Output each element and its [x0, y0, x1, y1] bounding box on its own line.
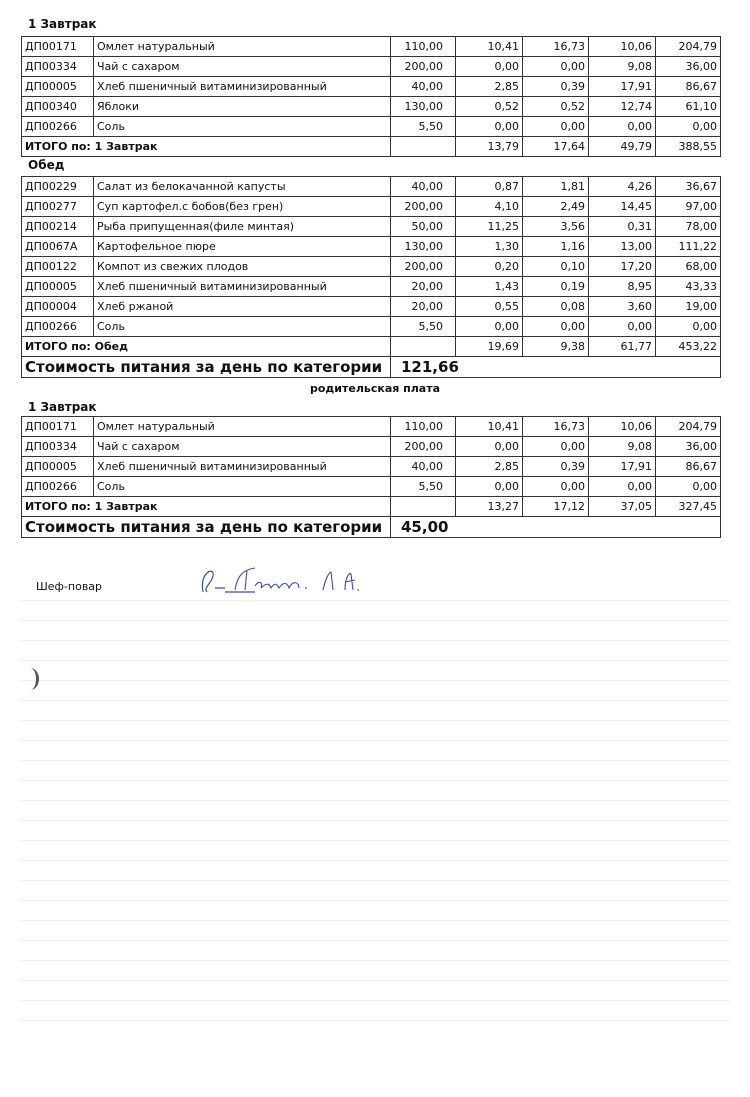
cell-fat: 0,00 — [523, 477, 589, 497]
cell-weight: 20,00 — [391, 277, 456, 297]
cell-protein: 10,41 — [456, 37, 523, 57]
cell-protein: 1,30 — [456, 237, 523, 257]
cell-code: ДП0067А — [22, 237, 94, 257]
cell-protein: 1,43 — [456, 277, 523, 297]
category-label: родительская плата — [309, 382, 441, 395]
cell-dish-name: Рыба припущенная(филе минтая) — [94, 217, 391, 237]
cell-weight: 200,00 — [391, 197, 456, 217]
cell-energy: 0,00 — [656, 317, 721, 337]
cell-dish-name: Салат из белокачанной капусты — [94, 177, 391, 197]
cell-code: ДП00171 — [22, 417, 94, 437]
cell-protein: 0,00 — [456, 317, 523, 337]
cell-energy: 19,00 — [656, 297, 721, 317]
cell-code: ДП00340 — [22, 97, 94, 117]
cell-carbs: 10,06 — [589, 37, 656, 57]
total-label: ИТОГО по: 1 Завтрак — [22, 497, 391, 517]
cell-energy: 111,22 — [656, 237, 721, 257]
cell-protein: 4,10 — [456, 197, 523, 217]
cell-carbs: 10,06 — [589, 417, 656, 437]
cell-fat: 3,56 — [523, 217, 589, 237]
table-row — [22, 77, 721, 97]
cell-protein: 0,00 — [456, 437, 523, 457]
total-value: 61,77 — [589, 337, 656, 357]
total-label: ИТОГО по: 1 Завтрак — [22, 137, 391, 157]
total-value: 17,12 — [523, 497, 589, 517]
cell-dish-name: Картофельное пюре — [94, 237, 391, 257]
cell-weight: 5,50 — [391, 317, 456, 337]
cell-protein: 0,00 — [456, 117, 523, 137]
table-row — [22, 477, 721, 497]
table-row — [22, 457, 721, 477]
cell-energy: 78,00 — [656, 217, 721, 237]
cell-protein: 0,87 — [456, 177, 523, 197]
cell-fat: 0,39 — [523, 457, 589, 477]
total-value: 19,69 — [456, 337, 523, 357]
cell-protein: 0,55 — [456, 297, 523, 317]
cell-empty — [391, 137, 456, 157]
total-row — [22, 497, 721, 517]
cell-energy: 97,00 — [656, 197, 721, 217]
punch-hole-mark — [22, 668, 39, 690]
section-title-lunch: Обед — [28, 158, 65, 172]
cell-fat: 0,39 — [523, 77, 589, 97]
total-value: 13,27 — [456, 497, 523, 517]
cell-weight: 40,00 — [391, 177, 456, 197]
cell-dish-name: Хлеб ржаной — [94, 297, 391, 317]
total-value: 49,79 — [589, 137, 656, 157]
table-row — [22, 97, 721, 117]
cell-empty — [391, 497, 456, 517]
cell-fat: 2,49 — [523, 197, 589, 217]
total-value: 9,38 — [523, 337, 589, 357]
table-row — [22, 437, 721, 457]
total-label: ИТОГО по: Обед — [22, 337, 391, 357]
cell-energy: 204,79 — [656, 417, 721, 437]
cell-energy: 204,79 — [656, 37, 721, 57]
cell-carbs: 8,95 — [589, 277, 656, 297]
cell-weight: 130,00 — [391, 237, 456, 257]
cell-weight: 200,00 — [391, 257, 456, 277]
cell-code: ДП00266 — [22, 477, 94, 497]
cell-code: ДП00277 — [22, 197, 94, 217]
cell-carbs: 17,20 — [589, 257, 656, 277]
cell-code: ДП00214 — [22, 217, 94, 237]
cost-row — [22, 517, 721, 538]
signature — [195, 562, 375, 602]
total-value: 17,64 — [523, 137, 589, 157]
cell-code: ДП00005 — [22, 277, 94, 297]
cell-empty — [391, 337, 456, 357]
cell-code: ДП00005 — [22, 457, 94, 477]
total-row — [22, 137, 721, 157]
total-value: 453,22 — [656, 337, 721, 357]
section-title-paid-breakfast: 1 Завтрак — [28, 400, 97, 414]
cell-weight: 40,00 — [391, 77, 456, 97]
cell-code: ДП00266 — [22, 317, 94, 337]
cell-carbs: 9,08 — [589, 57, 656, 77]
cell-carbs: 0,31 — [589, 217, 656, 237]
table-row — [22, 257, 721, 277]
cell-fat: 0,00 — [523, 117, 589, 137]
cell-dish-name: Хлеб пшеничный витаминизированный — [94, 77, 391, 97]
cost-value: 121,66 — [391, 357, 721, 378]
table-row — [22, 197, 721, 217]
breakfast-table — [21, 36, 721, 157]
cell-energy: 86,67 — [656, 457, 721, 477]
table-row — [22, 117, 721, 137]
table-row — [22, 297, 721, 317]
cell-carbs: 13,00 — [589, 237, 656, 257]
table-row — [22, 277, 721, 297]
cell-energy: 36,00 — [656, 437, 721, 457]
cell-protein: 11,25 — [456, 217, 523, 237]
cell-fat: 0,00 — [523, 437, 589, 457]
cell-dish-name: Суп картофел.с бобов(без грен) — [94, 197, 391, 217]
cell-dish-name: Соль — [94, 117, 391, 137]
cell-code: ДП00005 — [22, 77, 94, 97]
cell-fat: 0,08 — [523, 297, 589, 317]
cell-carbs: 17,91 — [589, 457, 656, 477]
cell-fat: 0,19 — [523, 277, 589, 297]
cell-weight: 5,50 — [391, 117, 456, 137]
table-row — [22, 37, 721, 57]
cell-protein: 0,20 — [456, 257, 523, 277]
cell-dish-name: Омлет натуральный — [94, 37, 391, 57]
cell-weight: 50,00 — [391, 217, 456, 237]
cell-protein: 10,41 — [456, 417, 523, 437]
cell-dish-name: Чай с сахаром — [94, 57, 391, 77]
total-value: 13,79 — [456, 137, 523, 157]
cell-code: ДП00171 — [22, 37, 94, 57]
cost-label: Стоимость питания за день по категории — [22, 517, 391, 538]
cell-fat: 0,00 — [523, 57, 589, 77]
cell-carbs: 17,91 — [589, 77, 656, 97]
cell-fat: 1,81 — [523, 177, 589, 197]
cell-fat: 0,00 — [523, 317, 589, 337]
cell-carbs: 14,45 — [589, 197, 656, 217]
total-value: 37,05 — [589, 497, 656, 517]
cell-code: ДП00334 — [22, 57, 94, 77]
cell-weight: 200,00 — [391, 57, 456, 77]
cell-protein: 2,85 — [456, 457, 523, 477]
cell-protein: 0,00 — [456, 477, 523, 497]
cell-code: ДП00122 — [22, 257, 94, 277]
chef-label: Шеф-повар — [36, 580, 103, 593]
cell-weight: 20,00 — [391, 297, 456, 317]
cost-row — [22, 357, 721, 378]
cell-energy: 43,33 — [656, 277, 721, 297]
table-row — [22, 217, 721, 237]
cell-dish-name: Соль — [94, 317, 391, 337]
table-row — [22, 417, 721, 437]
cell-carbs: 4,26 — [589, 177, 656, 197]
cell-code: ДП00004 — [22, 297, 94, 317]
table-row — [22, 177, 721, 197]
cell-weight: 110,00 — [391, 37, 456, 57]
cell-fat: 0,10 — [523, 257, 589, 277]
paid-breakfast-table — [21, 416, 721, 538]
total-value: 388,55 — [656, 137, 721, 157]
cost-label: Стоимость питания за день по категории — [22, 357, 391, 378]
cell-carbs: 12,74 — [589, 97, 656, 117]
cell-fat: 16,73 — [523, 417, 589, 437]
cell-dish-name: Омлет натуральный — [94, 417, 391, 437]
cell-dish-name: Яблоки — [94, 97, 391, 117]
cell-energy: 36,00 — [656, 57, 721, 77]
cell-fat: 0,52 — [523, 97, 589, 117]
cell-energy: 61,10 — [656, 97, 721, 117]
cell-weight: 110,00 — [391, 417, 456, 437]
cell-weight: 5,50 — [391, 477, 456, 497]
cell-energy: 0,00 — [656, 477, 721, 497]
cell-dish-name: Компот из свежих плодов — [94, 257, 391, 277]
cell-code: ДП00334 — [22, 437, 94, 457]
cell-energy: 36,67 — [656, 177, 721, 197]
cell-carbs: 3,60 — [589, 297, 656, 317]
cell-weight: 40,00 — [391, 457, 456, 477]
cell-weight: 130,00 — [391, 97, 456, 117]
cell-carbs: 0,00 — [589, 117, 656, 137]
cell-dish-name: Хлеб пшеничный витаминизированный — [94, 277, 391, 297]
cost-value: 45,00 — [391, 517, 721, 538]
cell-carbs: 9,08 — [589, 437, 656, 457]
table-row — [22, 317, 721, 337]
section-title-breakfast: 1 Завтрак — [28, 17, 97, 31]
cell-energy: 86,67 — [656, 77, 721, 97]
cell-dish-name: Соль — [94, 477, 391, 497]
cell-fat: 1,16 — [523, 237, 589, 257]
total-row — [22, 337, 721, 357]
total-value: 327,45 — [656, 497, 721, 517]
bleed-through-background — [20, 600, 730, 1040]
lunch-table — [21, 176, 721, 378]
cell-dish-name: Хлеб пшеничный витаминизированный — [94, 457, 391, 477]
cell-protein: 2,85 — [456, 77, 523, 97]
cell-carbs: 0,00 — [589, 317, 656, 337]
cell-dish-name: Чай с сахаром — [94, 437, 391, 457]
cell-weight: 200,00 — [391, 437, 456, 457]
cell-energy: 68,00 — [656, 257, 721, 277]
cell-code: ДП00229 — [22, 177, 94, 197]
cell-carbs: 0,00 — [589, 477, 656, 497]
table-row — [22, 57, 721, 77]
cell-protein: 0,00 — [456, 57, 523, 77]
table-row — [22, 237, 721, 257]
cell-energy: 0,00 — [656, 117, 721, 137]
cell-fat: 16,73 — [523, 37, 589, 57]
cell-protein: 0,52 — [456, 97, 523, 117]
cell-code: ДП00266 — [22, 117, 94, 137]
